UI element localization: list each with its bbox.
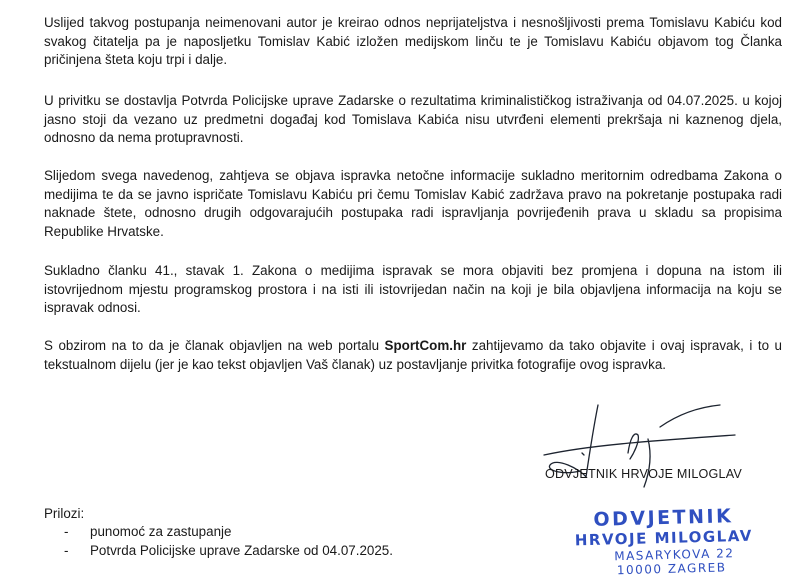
lawyer-stamp bbox=[565, 505, 763, 578]
signature-stroke-underline bbox=[544, 435, 735, 455]
paragraph-consequences: Uslijed takvog postupanja neimenovani autor je kreirao odnos neprijateljstva i nesnošljivosti prema Tomislavu Kabiću kod svakog čitatelja pa je naposljetku Tomislav Kabić izložen medijskom linču te je Tomislavu Kabiću objavom tog Članka pričinjena šteta koju trpi i dalje. bbox=[44, 15, 782, 67]
paragraph-correction-request: Slijedom svega navedenog, zahtjeva se objava ispravka netočne informacije sukladno meritornim odredbama Zakona o medijima te da se javno ispričate Tomislavu Kabiću pri čemu Tomislav Kabić zadržava pravo na pokretanje postupaka radi naknade štete, odnosno drugih odgovarajućih postupaka radi ispravljanja povrijeđenih prava u skladu sa propisima Republike Hrvatske. bbox=[44, 168, 782, 239]
signatory-line: ODVJETNIK HRVOJE MILOGLAV bbox=[545, 467, 742, 481]
attachment-item bbox=[64, 542, 393, 561]
attachments-list bbox=[64, 523, 393, 560]
stamp-city: 10000 ZAGREB bbox=[616, 560, 727, 578]
signature-stroke-flourish bbox=[660, 405, 720, 427]
paragraph-publication-demand bbox=[44, 337, 782, 374]
attachment-item bbox=[64, 523, 393, 542]
attachments-title: Prilozi: bbox=[44, 506, 85, 521]
paragraph-police-confirmation: U privitku se dostavlja Potvrda Policijske uprave Zadarske o rezultatima kriminalističkog istraživanja od 04.07.2025. u kojoj jasno stoji da vezano uz predmetni događaj kod Tomislava Kabića nisu utvrđeni elementi prekršaja ni kaznenog djela, odnosno da nema protupravnosti. bbox=[44, 93, 782, 145]
list-dash: - bbox=[64, 542, 69, 558]
p5-text-before: S obzirom na to da je članak objavljen na web portalu bbox=[44, 338, 385, 353]
paragraph-media-law: Sukladno članku 41., stavak 1. Zakona o medijima ispravak se mora objaviti bez promjena i dopuna na istom ili istovrijednom mjestu programskog prostora i na isti ili istovrijedan način na koji je bila objavljena informacija na koju se ispravak odnosi. bbox=[44, 263, 782, 315]
attachment-text: punomoć za zastupanje bbox=[90, 524, 232, 539]
signature-stroke-dot bbox=[582, 453, 584, 455]
list-dash: - bbox=[64, 524, 69, 539]
signature-stroke-hook bbox=[628, 434, 638, 459]
handwritten-signature bbox=[520, 395, 760, 500]
stamp-title: ODVJETNIK bbox=[593, 505, 734, 531]
p5-text-after: zahtijevamo da tako objavite i ovaj ispravak, i to u tekstualnom dijelu (jer je kao tekst objavljen Vaš članak) uz postavljanje privitka fotografije ovog ispravka. bbox=[44, 338, 782, 372]
stamp-street: MASARYKOVA 22 bbox=[614, 546, 735, 564]
attachment-text: Potvrda Policijske uprave Zadarske od 04.07.2025. bbox=[90, 542, 393, 558]
portal-name: SportCom.hr bbox=[384, 338, 467, 353]
stamp-name: HRVOJE MILOGLAV bbox=[574, 526, 754, 550]
